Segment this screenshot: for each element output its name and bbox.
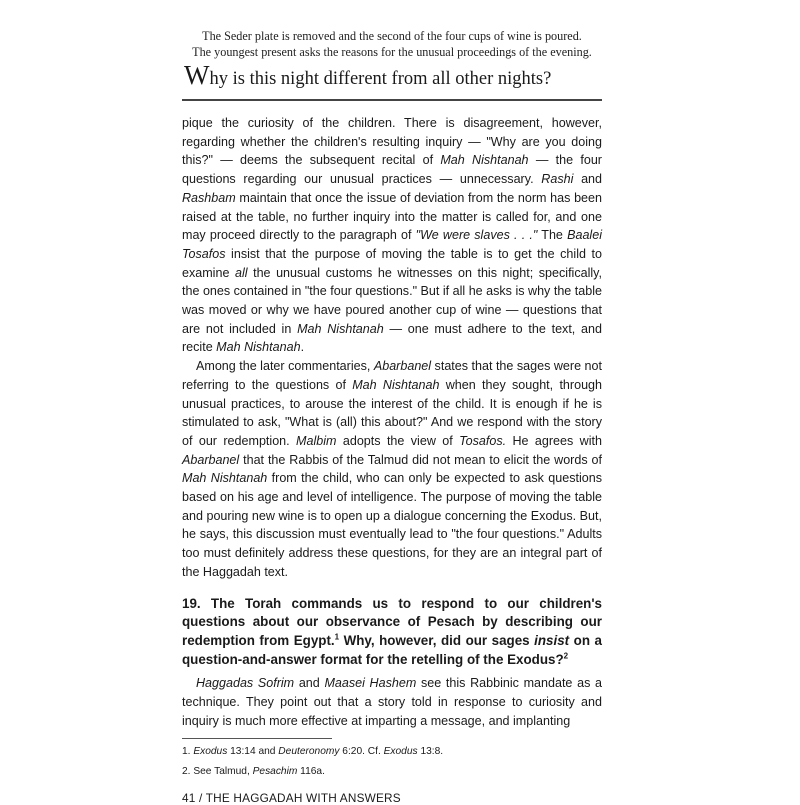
text-run: see this Rabbinic mandate as a technique. They point out that a story told in response to curiosity and inquiry is much more effective at imparting a message, and implanting (182, 676, 602, 728)
text-run: Exodus (383, 746, 418, 758)
text-run: The (537, 228, 568, 243)
text-run: — the four questions regarding our unusual practices — unnecessary. (182, 153, 602, 187)
intro-line: The youngest present asks the reasons for the unusual proceedings of the evening. (192, 45, 592, 59)
footnote-2 (182, 765, 602, 778)
text-run: Malbim (296, 433, 337, 448)
text-run: Maasei Hashem (324, 676, 417, 691)
text-run: the unusual customs he witnesses on this night; specifically, the ones contained in "the four questions." But if all he asks is why the table was moved or why we have poured another cup of wine — questions that are not included in (182, 265, 602, 336)
text-run: Mah Nishtanah (182, 471, 268, 486)
text-run: Abarbanel (373, 359, 432, 374)
title-divider (182, 99, 602, 101)
text-run: and (573, 172, 603, 187)
text-run: Exodus (193, 746, 228, 758)
paragraph (182, 114, 602, 357)
text-run: Mah Nishtanah (216, 340, 301, 355)
question-heading (182, 595, 602, 671)
footnote-ref[interactable]: 2 (563, 651, 569, 661)
text-run: "We were slaves . . ." (415, 228, 538, 243)
text-run: Mah Nishtanah (297, 321, 384, 336)
text-run: Baalei Tosafos (182, 228, 602, 261)
folio-separator: / (195, 791, 206, 805)
text-run: Mah Nishtanah (440, 153, 529, 168)
text-run: Mah Nishtanah (352, 377, 440, 392)
text-run: 13:14 and (227, 746, 279, 758)
running-title: THE HAGGADAH WITH ANSWERS (205, 791, 401, 805)
paragraph (182, 357, 602, 581)
text-run: when they sought, through unusual practices, to arouse the interest of the child. It is enough if he is stimulated to ask, "What is (all) this about?" And we respond with the story of our redemption. (182, 377, 602, 448)
text-run: states that the sages were not referring to the questions of (182, 359, 602, 392)
text-run: Rashi (541, 172, 574, 187)
text-run: that the Rabbis of the Talmud did not mean to elicit the words of (239, 452, 602, 467)
text-run: pique the curiosity of the children. There is disagreement, however, regarding whether the children's resulting inquiry — "Why are you doing this?" — deems the subsequent recital of (182, 116, 602, 168)
text-run: 2. See Talmud, (182, 766, 253, 778)
text-run: Abarbanel (182, 452, 240, 467)
text-run: Haggadas Sofrim (196, 676, 295, 691)
text-run: on a question-and-answer format for the retelling of the Exodus? (182, 633, 602, 668)
text-run: He agrees with (506, 433, 602, 448)
text-run: and (294, 676, 325, 691)
text-run: 6:20. Cf. (339, 746, 384, 758)
intro-line: The Seder plate is removed and the second of the four cups of wine is poured. (202, 29, 582, 43)
title-initial: W (184, 60, 210, 90)
text-run: from the child, who can only be expected to ask questions based on his age and level of intelligence. The purpose of moving the table and pouring new wine is to open up a dialogue concerning the Exodus. But, he says, this discussion must eventually lead to "the four questions." Adults too must definitely address these questions, for they are an integral part of the Haggadah text. (182, 471, 602, 579)
section-title (184, 62, 602, 92)
text-run: all (234, 265, 248, 280)
text-run: Deuteronomy (278, 746, 340, 758)
text-run: 13:8. (417, 746, 444, 758)
text-run: The Torah commands us to respond to our children's questions about our observance of Pesach by describing our redemption from Egypt. (182, 595, 602, 649)
footnote-ref[interactable]: 1 (334, 632, 340, 642)
footnotes (182, 745, 602, 778)
main-text (182, 114, 602, 730)
intro-instructions (182, 28, 602, 60)
text-run: Tosafos. (459, 433, 507, 448)
text-run: Among the later commentaries, (196, 359, 374, 374)
text-run: Rashbam (182, 190, 236, 205)
text-run: 116a. (297, 766, 325, 778)
text-run: — one must adhere to the text, and recite (182, 321, 602, 355)
text-run: . (300, 340, 305, 355)
title-text: hy is this night different from all other nights? (209, 69, 552, 89)
text-run: Why, however, did our sages (339, 633, 535, 649)
question-number: 19. (182, 595, 201, 611)
text-run: adopts the view of (336, 433, 460, 448)
text-run: Pesachim (252, 766, 298, 778)
text-run: insist (534, 633, 570, 649)
book-page (182, 28, 602, 805)
page-number: 41 (182, 791, 196, 805)
text-run: insist that the purpose of moving the table is to get the child to examine (182, 246, 602, 280)
text-run: 1. (182, 746, 194, 758)
text-run: maintain that once the issue of deviation from the norm has been raised at the table, no further inquiry into the matter is called for, and one may proceed directly to the paragraph of (182, 190, 602, 243)
paragraph (182, 674, 602, 730)
page-footer (182, 791, 602, 805)
footnote-1 (182, 745, 602, 758)
footnote-divider (182, 738, 332, 739)
